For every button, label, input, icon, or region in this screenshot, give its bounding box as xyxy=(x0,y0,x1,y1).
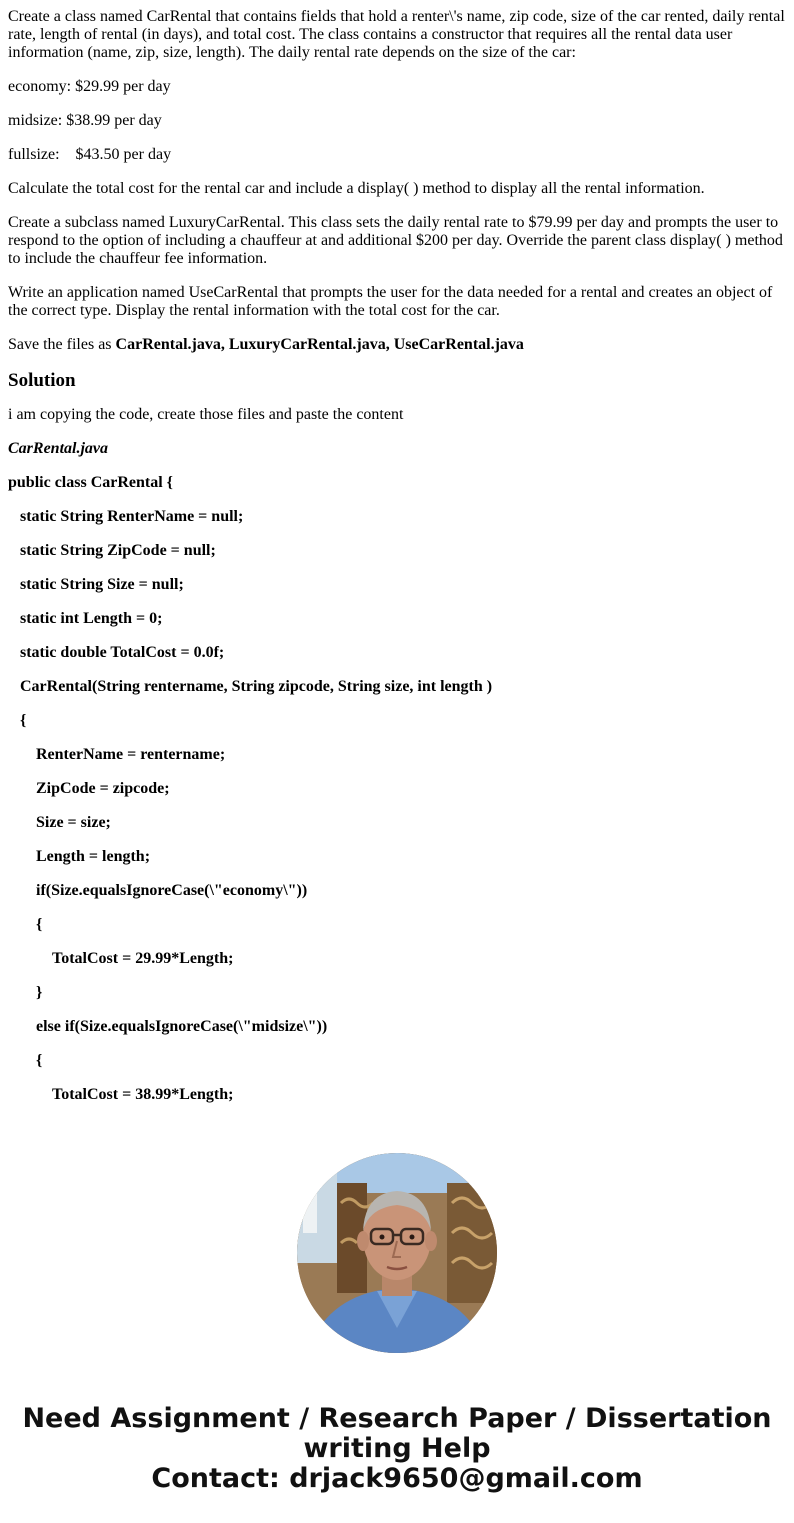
banner-line-1: Need Assignment / Research Paper / Dissertation xyxy=(22,1403,772,1434)
save-files-names: CarRental.java, LuxuryCarRental.java, UseCarRental.java xyxy=(115,336,524,353)
code-line: static double TotalCost = 0.0f; xyxy=(20,644,225,661)
code-line: CarRental(String rentername, String zipcode, String size, int length ) xyxy=(20,678,493,695)
rate-fullsize: fullsize: $43.50 per day xyxy=(8,146,172,163)
code-line: else if(Size.equalsIgnoreCase(\"midsize\")) xyxy=(36,1018,328,1035)
code-block xyxy=(8,474,786,1104)
solution-intro: i am copying the code, create those files and paste the content xyxy=(8,406,404,423)
code-line: } xyxy=(36,984,43,1001)
code-line: static String Size = null; xyxy=(20,576,184,593)
question-paragraph-2: Calculate the total cost for the rental car and include a display( ) method to display all the rental information. xyxy=(8,180,705,197)
solution-filename: CarRental.java xyxy=(8,440,109,457)
code-line: TotalCost = 29.99*Length; xyxy=(52,950,234,967)
author-photo xyxy=(297,1153,497,1353)
code-line: static int Length = 0; xyxy=(20,610,163,627)
code-line: public class CarRental { xyxy=(8,474,173,491)
banner-contact-email: Contact: drjack9650@gmail.com xyxy=(151,1463,643,1494)
save-files-line xyxy=(8,336,786,354)
code-line: { xyxy=(36,1052,43,1069)
rate-midsize: midsize: $38.99 per day xyxy=(8,112,162,129)
code-line: static String RenterName = null; xyxy=(20,508,244,525)
rate-economy: economy: $29.99 per day xyxy=(8,78,171,95)
code-line: Size = size; xyxy=(36,814,111,831)
contact-banner xyxy=(0,1404,794,1494)
save-files-prefix: Save the files as xyxy=(8,336,116,353)
code-line: { xyxy=(20,712,27,729)
code-line: if(Size.equalsIgnoreCase(\"economy\")) xyxy=(36,882,308,899)
code-line: static String ZipCode = null; xyxy=(20,542,216,559)
code-line: Length = length; xyxy=(36,848,151,865)
code-line: ZipCode = zipcode; xyxy=(36,780,170,797)
solution-heading: Solution xyxy=(8,370,76,391)
question-paragraph-1: Create a class named CarRental that contains fields that hold a renter\'s name, zip code, size of the car rented, daily rental rate, length of rental (in days), and total cost. The class contains a constructor that requires all the rental data user information (name, zip, size, length). The daily rental rate depends on the size of the car: xyxy=(8,8,785,61)
code-line: TotalCost = 38.99*Length; xyxy=(52,1086,234,1103)
portrait-illustration xyxy=(297,1153,497,1353)
code-line: RenterName = rentername; xyxy=(36,746,226,763)
question-paragraph-3: Create a subclass named LuxuryCarRental. This class sets the daily rental rate to $79.99 per day and prompts the user to respond to the option of including a chauffeur at and additional $200 per day. Override the parent class display( ) method to include the chauffeur fee information. xyxy=(8,214,783,267)
code-line: { xyxy=(36,916,43,933)
banner-line-2: writing Help xyxy=(303,1433,491,1464)
question-paragraph-4: Write an application named UseCarRental that prompts the user for the data needed for a rental and creates an object of the correct type. Display the rental information with the total cost for the car. xyxy=(8,284,773,319)
